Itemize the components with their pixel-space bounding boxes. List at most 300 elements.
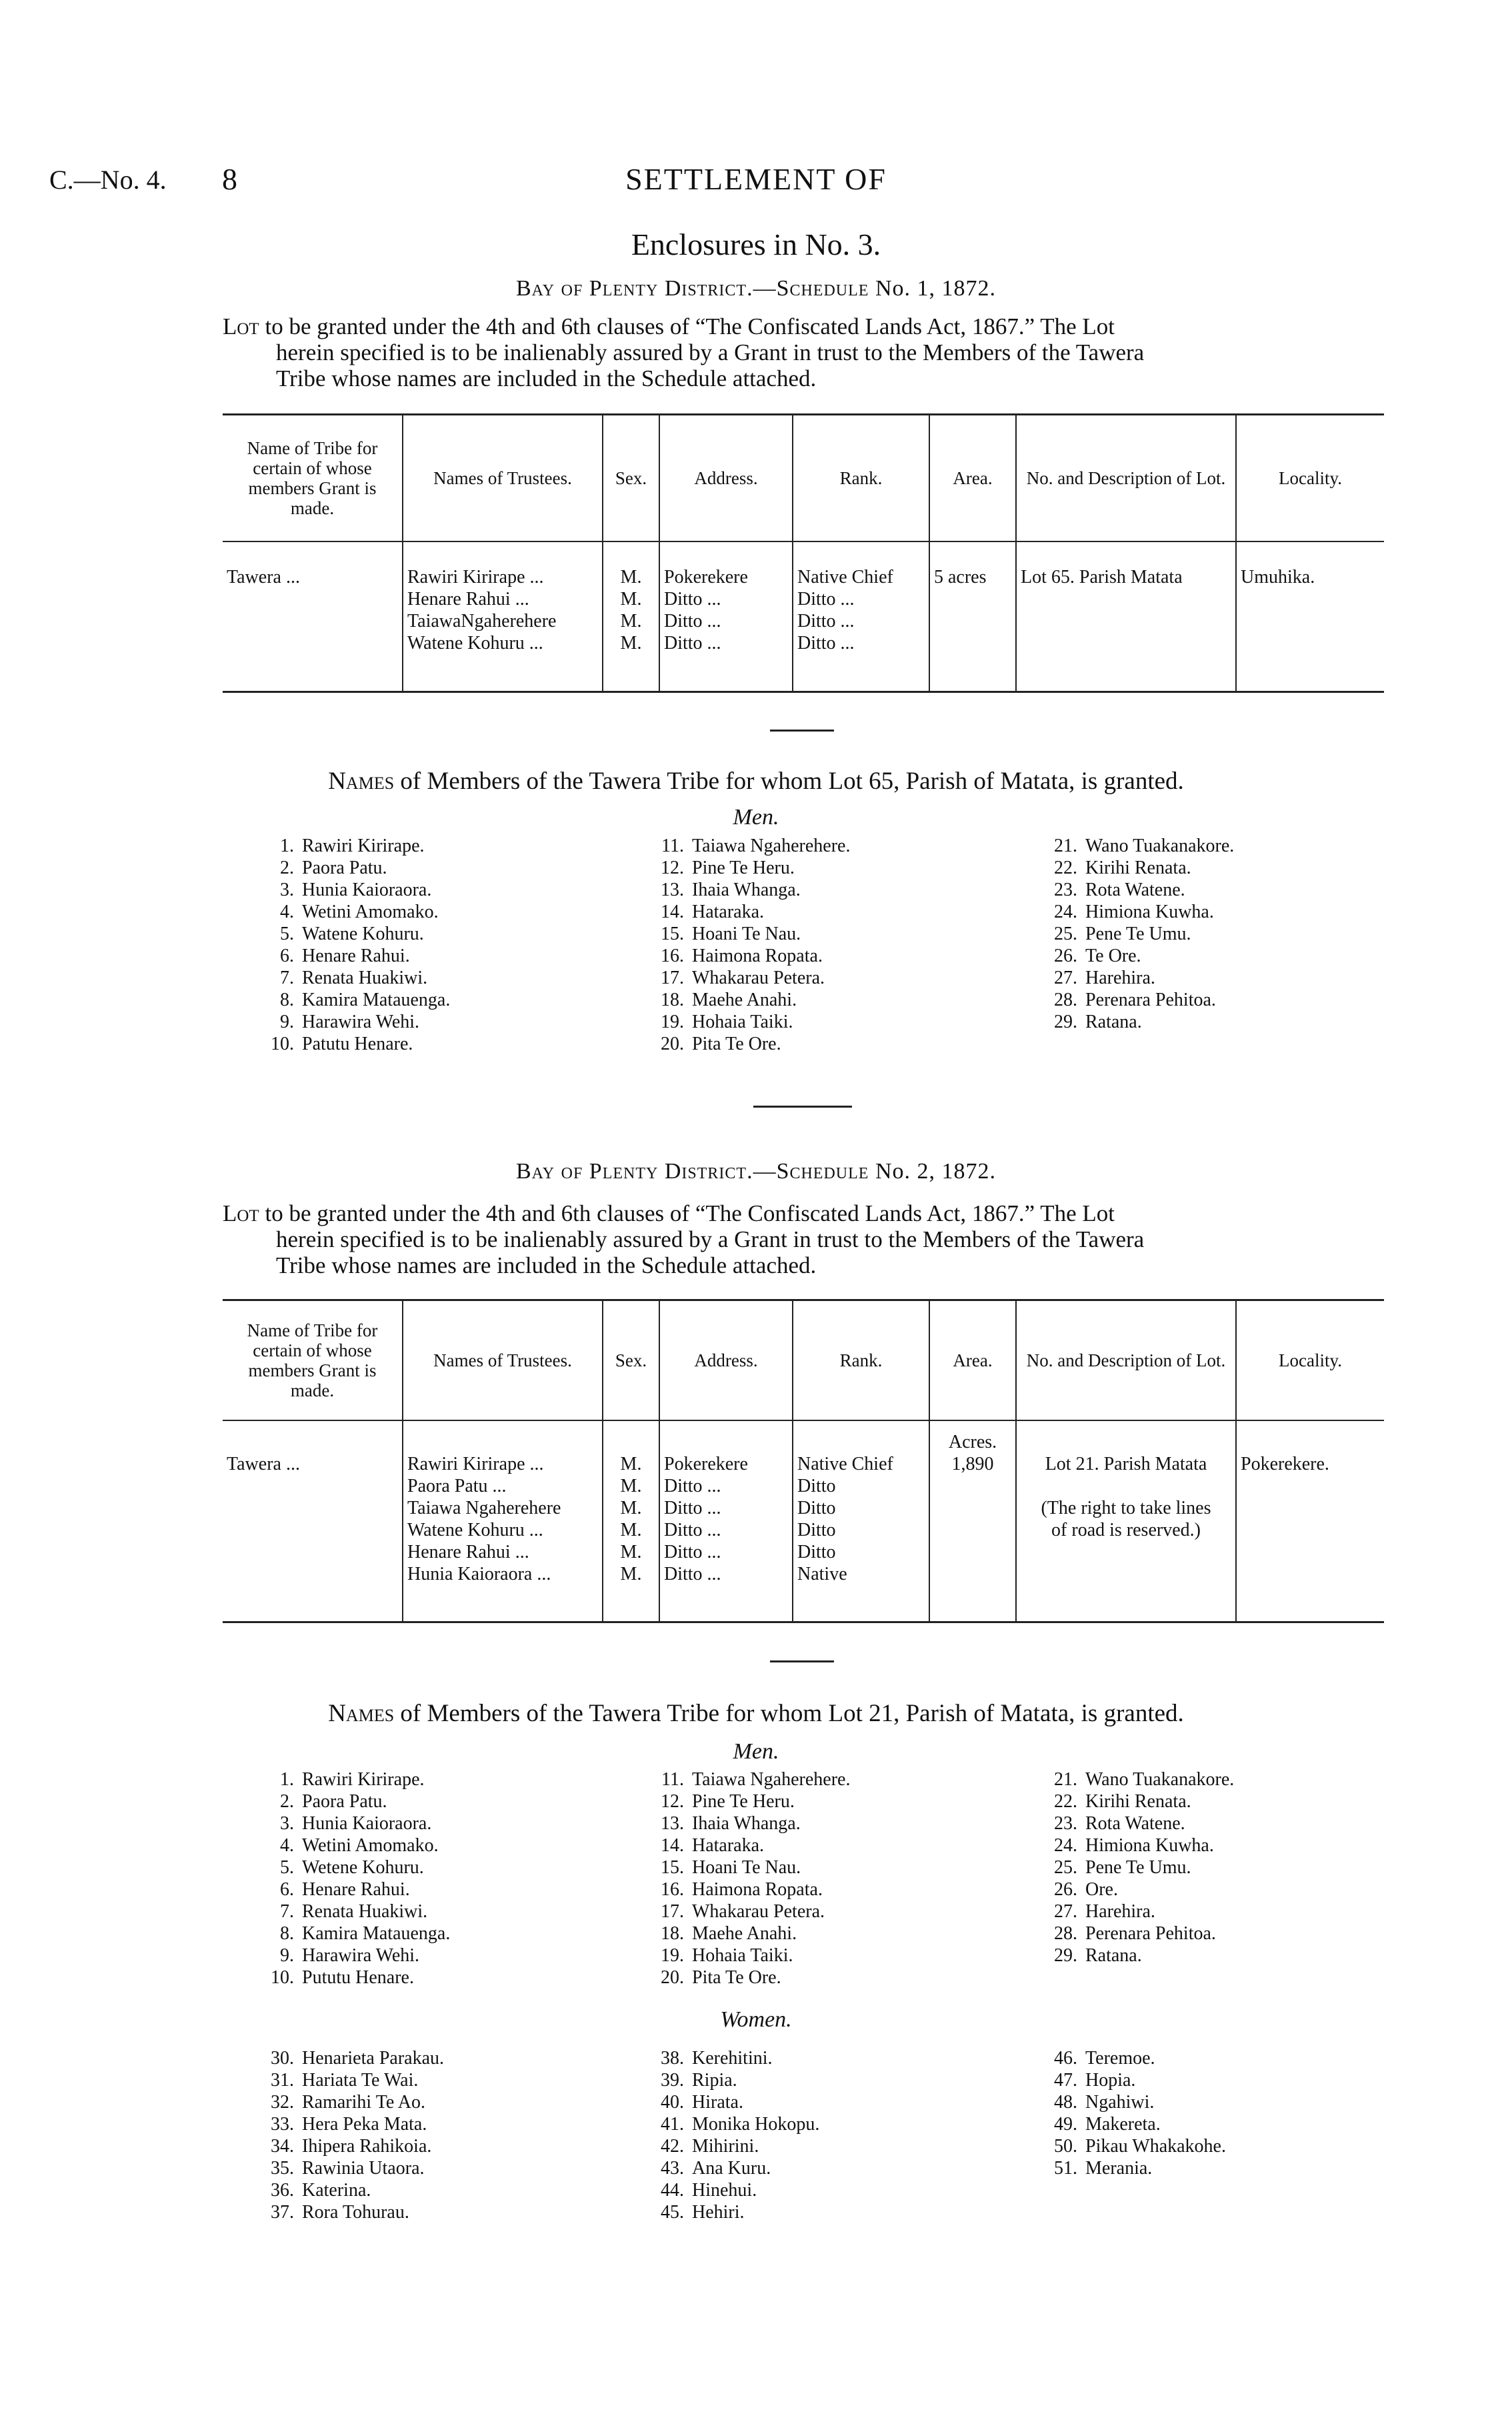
entry-number: 7. [280, 968, 294, 988]
schedule2-women-name-entry [647, 2201, 819, 2223]
schedule1-sex: M. [620, 632, 642, 654]
schedule2-lot-line2: herein specified is to be inalienably assured by a Grant in trust to the Members of the Tawera [276, 1226, 1145, 1252]
entry-name: Harawira Wehi. [302, 1945, 420, 1966]
entry-number: 51. [1054, 2158, 1077, 2179]
entry-number: 37. [271, 2202, 294, 2223]
schedule1-men-name-entry [257, 1011, 450, 1033]
entry-name: Hopia. [1085, 2070, 1136, 2091]
schedule2-rank: Ditto [797, 1475, 836, 1496]
entry-number: 39. [661, 2070, 684, 2091]
schedule2-trustee: Rawiri Kirirape ... [407, 1453, 544, 1474]
entry-name: Hataraka. [692, 902, 765, 922]
schedule2-women-name-entry [647, 2135, 819, 2157]
entry-name: Himiona Kuwha. [1085, 1835, 1214, 1856]
schedule1-men-name-entry [257, 835, 450, 857]
schedule1-men-name-entry [1040, 857, 1234, 879]
schedule2-header-lot: No. and Description of Lot. [1016, 1300, 1236, 1420]
schedule1-title-suffix: No. 1, 1872. [875, 276, 997, 301]
schedule2-men-name-entry [1040, 1879, 1234, 1901]
schedule2-lot: Lot 21. Parish Matata [1045, 1453, 1207, 1474]
schedule2-trustee: Watene Kohuru ... [407, 1519, 543, 1540]
schedule1-header-address: Address. [659, 415, 793, 541]
schedule1-men-name-entry [257, 1033, 450, 1055]
schedule2-women-name-entry [257, 2179, 444, 2201]
schedule2-names-text: of Members of the Tawera Tribe for whom Lot 21, Parish of Matata, is granted. [400, 1700, 1184, 1727]
entry-name: Hariata Te Wai. [302, 2070, 419, 2091]
entry-name: Pikau Whakakohe. [1085, 2136, 1226, 2157]
schedule2-men-name-entry [647, 1790, 850, 1812]
schedule2-sex: M. [620, 1453, 642, 1474]
schedule1-header-locality: Locality. [1279, 467, 1342, 488]
schedule1-men-name-entry [647, 989, 850, 1011]
entry-name: Ihaia Whanga. [692, 1813, 801, 1834]
entry-number: 44. [661, 2180, 684, 2201]
entry-name: Hataraka. [692, 1835, 765, 1856]
entry-name: Harehira. [1085, 1901, 1155, 1922]
entry-number: 49. [1054, 2114, 1077, 2135]
schedule1-trustee: Henare Rahui ... [407, 588, 529, 610]
entry-number: 20. [661, 1967, 684, 1988]
schedule1-header-sex: Sex. [603, 415, 659, 541]
entry-name: Kamira Matauenga. [302, 990, 451, 1010]
entry-name: Harehira. [1085, 968, 1155, 988]
schedule1-lot-line2: herein specified is to be inalienably assured by a Grant in trust to the Members of the Tawera [276, 339, 1145, 365]
schedule2-sex: M. [620, 1475, 642, 1496]
schedule1-header-rank: Rank. [793, 415, 929, 541]
entry-number: 24. [1054, 1835, 1077, 1856]
schedule2-men-name-entry [1040, 1790, 1234, 1812]
entry-number: 14. [661, 1835, 684, 1856]
schedule1-sex: M. [620, 588, 642, 610]
schedule1-names-title [0, 767, 1512, 796]
schedule2-trustee: Taiawa Ngaherehere [407, 1497, 561, 1518]
schedule1-men-column-1 [257, 835, 450, 1055]
entry-number: 10. [271, 1034, 294, 1054]
divider [770, 1660, 834, 1662]
entry-name: Rota Watene. [1085, 880, 1185, 900]
page-number: 8 [222, 162, 237, 196]
schedule1-trustee: Rawiri Kirirape ... [407, 566, 544, 587]
schedule1-men-name-entry [647, 923, 850, 945]
entry-name: Maehe Anahi. [692, 1923, 797, 1944]
schedule1-lot-line3: Tribe whose names are included in the Schedule attached. [276, 365, 817, 391]
schedule2-women-name-entry [257, 2135, 444, 2157]
schedule2-women-name-entry [1040, 2157, 1226, 2179]
entry-name: Maehe Anahi. [692, 990, 797, 1010]
schedule2-header-rank: Rank. [793, 1300, 929, 1420]
schedule1-men-name-entry [647, 879, 850, 901]
schedule2-area: 1,890 [951, 1453, 994, 1474]
schedule2-address: Ditto ... [664, 1475, 721, 1496]
entry-number: 5. [280, 1857, 294, 1878]
entry-number: 17. [661, 1901, 684, 1922]
schedule1-men-name-entry [1040, 967, 1234, 989]
entry-number: 18. [661, 1923, 684, 1944]
entry-name: Monika Hokopu. [692, 2114, 820, 2135]
entry-number: 26. [1054, 1879, 1077, 1900]
entry-number: 10. [271, 1967, 294, 1988]
schedule2-men-name-entry [257, 1790, 450, 1812]
entry-number: 42. [661, 2136, 684, 2157]
schedule2-men-name-entry [647, 1879, 850, 1901]
entry-name: Hohaia Taiki. [692, 1012, 793, 1032]
entry-name: Renata Huakiwi. [302, 968, 428, 988]
schedule2-men-name-entry [257, 1945, 450, 1967]
entry-name: Pita Te Ore. [692, 1967, 781, 1988]
schedule1-rank: Ditto ... [797, 632, 855, 654]
schedule1-men-name-entry [257, 967, 450, 989]
entry-name: Mihirini. [692, 2136, 759, 2157]
schedule2-women-name-entry [1040, 2047, 1226, 2069]
entry-number: 1. [280, 836, 294, 856]
schedule2-women-name-entry [1040, 2069, 1226, 2091]
schedule2-header-sex: Sex. [603, 1300, 659, 1420]
schedule1-sex: M. [620, 610, 642, 632]
entry-name: Paora Patu. [302, 858, 387, 878]
schedule1-trustee: Watene Kohuru ... [407, 632, 543, 654]
schedule2-names-title [0, 1699, 1512, 1728]
schedule2-women-name-entry [1040, 2091, 1226, 2113]
enclosures-heading: Enclosures in No. 3. [631, 227, 881, 261]
entry-number: 2. [280, 1791, 294, 1812]
schedule1-header-trustees: Names of Trustees. [403, 415, 603, 541]
entry-name: Makereta. [1085, 2114, 1161, 2135]
schedule2-lot-note: (The right to take lines [1041, 1497, 1211, 1518]
schedule1-men-name-entry [1040, 923, 1234, 945]
schedule2-men-name-entry [257, 1901, 450, 1923]
schedule2-men-name-entry [257, 1857, 450, 1879]
schedule2-men-name-entry [647, 1812, 850, 1835]
schedule1-rank: Ditto ... [797, 610, 855, 632]
schedule1-men-name-entry [647, 945, 850, 967]
entry-number: 13. [661, 880, 684, 900]
entry-name: Wano Tuakanakore. [1085, 836, 1235, 856]
schedule1-locality: Umuhika. [1241, 566, 1315, 587]
entry-name: Paora Patu. [302, 1791, 387, 1812]
entry-number: 6. [280, 946, 294, 966]
schedule2-men-name-entry [1040, 1923, 1234, 1945]
entry-name: Kirihi Renata. [1085, 1791, 1191, 1812]
entry-number: 41. [661, 2114, 684, 2135]
schedule2-sex: M. [620, 1497, 642, 1518]
entry-number: 28. [1054, 1923, 1077, 1944]
entry-number: 27. [1054, 968, 1077, 988]
schedule2-women-name-entry [647, 2157, 819, 2179]
schedule1-men-name-entry [1040, 835, 1234, 857]
entry-name: Wetini Amomako. [302, 1835, 439, 1856]
schedule2-title-suffix: No. 2, 1872. [875, 1159, 997, 1184]
schedule2-address: Ditto ... [664, 1541, 721, 1562]
entry-number: 3. [280, 1813, 294, 1834]
entry-name: Haimona Ropata. [692, 1879, 823, 1900]
schedule2-trustee: Paora Patu ... [407, 1475, 507, 1496]
schedule2-lot-line1: to be granted under the 4th and 6th clauses of “The Confiscated Lands Act, 1867.” The Lot [265, 1200, 1115, 1226]
entry-number: 33. [271, 2114, 294, 2135]
entry-number: 9. [280, 1012, 294, 1032]
entry-name: Patutu Henare. [302, 1034, 413, 1054]
schedule2-rank: Native Chief [797, 1453, 893, 1474]
entry-number: 5. [280, 924, 294, 944]
schedule2-header-locality: Locality. [1279, 1350, 1342, 1370]
schedule1-men-name-entry [647, 1033, 850, 1055]
entry-name: Hoani Te Nau. [692, 1857, 801, 1878]
schedule2-women-name-entry [257, 2201, 444, 2223]
entry-name: Ripia. [692, 2070, 737, 2091]
entry-number: 15. [661, 924, 684, 944]
schedule1-title [0, 276, 1512, 301]
entry-number: 15. [661, 1857, 684, 1878]
schedule1-men-name-entry [647, 901, 850, 923]
schedule2-header-tribe: Name of Tribe for certain of whose members Grant is made. [223, 1300, 403, 1420]
entry-number: 23. [1054, 880, 1077, 900]
schedule2-men-name-entry [647, 1857, 850, 1879]
schedule1-men-name-entry [647, 967, 850, 989]
entry-name: Pine Te Heru. [692, 1791, 795, 1812]
schedule2-women-name-entry [257, 2157, 444, 2179]
schedule1-address: Ditto ... [664, 610, 721, 632]
entry-number: 30. [271, 2048, 294, 2069]
schedule2-header-address: Address. [659, 1300, 793, 1420]
schedule2-men-name-entry [647, 1768, 850, 1790]
entry-number: 19. [661, 1012, 684, 1032]
schedule2-title [0, 1159, 1512, 1184]
entry-name: Perenara Pehitoa. [1085, 990, 1216, 1010]
schedule1-rank: Native Chief [797, 566, 893, 587]
schedule2-women-name-entry [647, 2113, 819, 2135]
entry-name: Ramarihi Te Ao. [302, 2092, 425, 2113]
schedule2-men-name-entry [647, 1967, 850, 1989]
schedule1-address: Ditto ... [664, 632, 721, 654]
entry-number: 17. [661, 968, 684, 988]
entry-name: Pututu Henare. [302, 1967, 414, 1988]
schedule2-table: Name of Tribe for certain of whose members Grant is made. Names of Trustees. Sex. Address. Rank. Area. No. and Description of Lot. Locality. Tawera ... Rawiri Kirirape ... Paora Patu ... Taiawa Ngaherehere Watene Kohuru ... Henare Rahui ... Hunia Kaioraora ... M. M. M. M. M. M. Pokerekere Ditto ... Ditto ... Ditto ... Ditto ... Ditto ... Native Chief Ditto Ditto Ditto Ditto Native Acres. 1,890 Lot 21. Parish Matata (The right to take lines of road is reserved.) Pokerekere. [223, 1299, 1384, 1623]
entry-name: Taiawa Ngaherehere. [692, 836, 851, 856]
schedule1-lot-word: Lot [223, 313, 259, 339]
schedule1-names-text: of Members of the Tawera Tribe for whom Lot 65, Parish of Matata, is granted. [400, 768, 1184, 795]
schedule2-address: Ditto ... [664, 1497, 721, 1518]
entry-name: Ratana. [1085, 1012, 1142, 1032]
entry-name: Kerehitini. [692, 2048, 773, 2069]
entry-number: 11. [661, 836, 684, 856]
entry-name: Ana Kuru. [692, 2158, 771, 2179]
schedule2-men-name-entry [257, 1812, 450, 1835]
schedule1-men-name-entry [257, 857, 450, 879]
schedule2-lot-line3: Tribe whose names are included in the Schedule attached. [276, 1252, 817, 1278]
schedule2-men-name-entry [647, 1923, 850, 1945]
entry-number: 27. [1054, 1901, 1077, 1922]
entry-number: 20. [661, 1034, 684, 1054]
schedule2-lot-paragraph [223, 1200, 1384, 1278]
entry-number: 12. [661, 858, 684, 878]
schedule1-men-name-entry [1040, 901, 1234, 923]
schedule1-title-prefix: Bay of Plenty District.—Schedule [515, 276, 869, 301]
entry-number: 25. [1054, 924, 1077, 944]
entry-number: 28. [1054, 990, 1077, 1010]
schedule1-men-name-entry [647, 1011, 850, 1033]
entry-number: 43. [661, 2158, 684, 2179]
schedule2-men-name-entry [647, 1901, 850, 1923]
schedule2-men-name-entry [1040, 1768, 1234, 1790]
schedule1-sex: M. [620, 566, 642, 587]
entry-number: 2. [280, 858, 294, 878]
schedule1-men-name-entry [647, 857, 850, 879]
entry-number: 24. [1054, 902, 1077, 922]
schedule2-address: Pokerekere [664, 1453, 748, 1474]
entry-number: 3. [280, 880, 294, 900]
schedule1-table: Name of Tribe for certain of whose members Grant is made. Names of Trustees. Sex. Address. Rank. Area. No. and Description of Lot. Locality. Tawera ... Rawiri Kirirape ... Henare Rahui ... TaiawaNgaherehere Watene Kohuru ... M. M. M. M. Pokerekere Ditto ... Ditto ... Ditto ... Native Chief Ditto ... Ditto ... Ditto ... 5 acres Lot 65. Parish Matata Umuhika. [223, 413, 1384, 693]
schedule1-area: 5 acres [934, 566, 987, 587]
entry-number: 29. [1054, 1945, 1077, 1966]
schedule2-women-name-entry [647, 2069, 819, 2091]
entry-name: Henare Rahui. [302, 1879, 410, 1900]
schedule2-men-name-entry [257, 1768, 450, 1790]
entry-number: 23. [1054, 1813, 1077, 1834]
entry-name: Ngahiwi. [1085, 2092, 1155, 2113]
schedule2-area-unit: Acres. [948, 1431, 997, 1452]
document-reference: C.—No. 4. [49, 165, 167, 195]
schedule2-men-column-2 [647, 1768, 850, 1989]
entry-number: 13. [661, 1813, 684, 1834]
entry-name: Taiawa Ngaherehere. [692, 1769, 851, 1790]
schedule2-men-name-entry [1040, 1835, 1234, 1857]
entry-name: Ore. [1085, 1879, 1118, 1900]
entry-name: Pine Te Heru. [692, 858, 795, 878]
entry-name: Henarieta Parakau. [302, 2048, 444, 2069]
entry-number: 9. [280, 1945, 294, 1966]
schedule1-names-prefix: Names [328, 768, 395, 795]
schedule2-men-column-3 [1040, 1768, 1234, 1967]
entry-name: Renata Huakiwi. [302, 1901, 428, 1922]
schedule1-tribe: Tawera [227, 566, 281, 587]
entry-name: Wano Tuakanakore. [1085, 1769, 1235, 1790]
schedule2-men-heading: Men. [733, 1739, 779, 1764]
entry-name: Rawiri Kirirape. [302, 1769, 425, 1790]
schedule2-tribe: Tawera [227, 1453, 281, 1474]
entry-number: 4. [280, 1835, 294, 1856]
schedule2-women-name-entry [257, 2069, 444, 2091]
schedule2-sex: M. [620, 1563, 642, 1584]
schedule1-men-name-entry [257, 945, 450, 967]
schedule1-men-name-entry [257, 923, 450, 945]
entry-number: 21. [1054, 1769, 1077, 1790]
entry-name: Hunia Kaioraora. [302, 880, 432, 900]
entry-name: Hehiri. [692, 2202, 745, 2223]
entry-name: Hohaia Taiki. [692, 1945, 793, 1966]
schedule2-men-column-1 [257, 1768, 450, 1989]
entry-name: Whakarau Petera. [692, 968, 825, 988]
schedule2-lot-note: of road is reserved.) [1051, 1519, 1201, 1540]
schedule1-lot-line1: to be granted under the 4th and 6th clauses of “The Confiscated Lands Act, 1867.” The Lot [265, 313, 1115, 339]
schedule2-men-name-entry [257, 1879, 450, 1901]
entry-name: Kamira Matauenga. [302, 1923, 451, 1944]
entry-name: Pita Te Ore. [692, 1034, 781, 1054]
schedule2-rank: Ditto [797, 1497, 836, 1518]
entry-number: 31. [271, 2070, 294, 2091]
entry-number: 46. [1054, 2048, 1077, 2069]
schedule2-women-name-entry [647, 2091, 819, 2113]
schedule2-women-name-entry [257, 2091, 444, 2113]
schedule2-rank: Ditto [797, 1519, 836, 1540]
entry-number: 45. [661, 2202, 684, 2223]
divider [770, 730, 834, 732]
schedule1-men-name-entry [1040, 1011, 1234, 1033]
entry-number: 36. [271, 2180, 294, 2201]
schedule2-header-trustees: Names of Trustees. [403, 1300, 603, 1420]
schedule2-trustee: Hunia Kaioraora ... [407, 1563, 551, 1584]
schedule1-men-name-entry [257, 989, 450, 1011]
divider [753, 1106, 852, 1108]
entry-name: Himiona Kuwha. [1085, 902, 1214, 922]
entry-number: 18. [661, 990, 684, 1010]
schedule2-men-name-entry [1040, 1812, 1234, 1835]
schedule1-trustee: TaiawaNgaherehere [407, 610, 557, 632]
entry-name: Te Ore. [1085, 946, 1141, 966]
entry-number: 35. [271, 2158, 294, 2179]
entry-name: Hirata. [692, 2092, 743, 2113]
entry-number: 29. [1054, 1012, 1077, 1032]
schedule1-header-lot: No. and Description of Lot. [1016, 415, 1236, 541]
schedule2-women-column-2 [647, 2047, 819, 2223]
schedule2-men-name-entry [257, 1923, 450, 1945]
entry-number: 11. [661, 1769, 684, 1790]
schedule2-women-column-3 [1040, 2047, 1226, 2179]
entry-name: Teremoe. [1085, 2048, 1155, 2069]
entry-name: Rora Tohurau. [302, 2202, 409, 2223]
entry-name: Katerina. [302, 2180, 371, 2201]
entry-number: 26. [1054, 946, 1077, 966]
schedule1-lot-paragraph [223, 313, 1384, 391]
entry-name: Wetini Amomako. [302, 902, 439, 922]
schedule2-locality: Pokerekere. [1241, 1453, 1329, 1474]
entry-name: Pene Te Umu. [1085, 1857, 1191, 1878]
schedule2-women-name-entry [1040, 2135, 1226, 2157]
schedule2-names-prefix: Names [328, 1700, 395, 1727]
entry-number: 25. [1054, 1857, 1077, 1878]
schedule2-sex: M. [620, 1519, 642, 1540]
schedule2-header-area: Area. [929, 1300, 1016, 1420]
schedule2-men-name-entry [257, 1967, 450, 1989]
entry-number: 32. [271, 2092, 294, 2113]
schedule1-men-name-entry [1040, 879, 1234, 901]
schedule2-address: Ditto ... [664, 1563, 721, 1584]
entry-number: 1. [280, 1769, 294, 1790]
entry-name: Ihipera Rahikoia. [302, 2136, 432, 2157]
schedule2-women-column-1 [257, 2047, 444, 2223]
entry-name: Hera Peka Mata. [302, 2114, 427, 2135]
schedule1-rank: Ditto ... [797, 588, 855, 610]
entry-number: 40. [661, 2092, 684, 2113]
entry-number: 22. [1054, 1791, 1077, 1812]
schedule1-men-name-entry [1040, 945, 1234, 967]
schedule2-women-name-entry [257, 2047, 444, 2069]
entry-name: Henare Rahui. [302, 946, 410, 966]
entry-number: 7. [280, 1901, 294, 1922]
entry-name: Kirihi Renata. [1085, 858, 1191, 878]
entry-name: Rawinia Utaora. [302, 2158, 425, 2179]
schedule2-trustee: Henare Rahui ... [407, 1541, 529, 1562]
schedule2-sex: M. [620, 1541, 642, 1562]
entry-number: 6. [280, 1879, 294, 1900]
schedule1-men-name-entry [257, 879, 450, 901]
schedule1-men-name-entry [257, 901, 450, 923]
entry-number: 47. [1054, 2070, 1077, 2091]
entry-number: 48. [1054, 2092, 1077, 2113]
page-title: SETTLEMENT OF [625, 162, 887, 196]
schedule2-women-name-entry [647, 2179, 819, 2201]
schedule2-men-name-entry [1040, 1857, 1234, 1879]
entry-number: 8. [280, 1923, 294, 1944]
entry-number: 8. [280, 990, 294, 1010]
